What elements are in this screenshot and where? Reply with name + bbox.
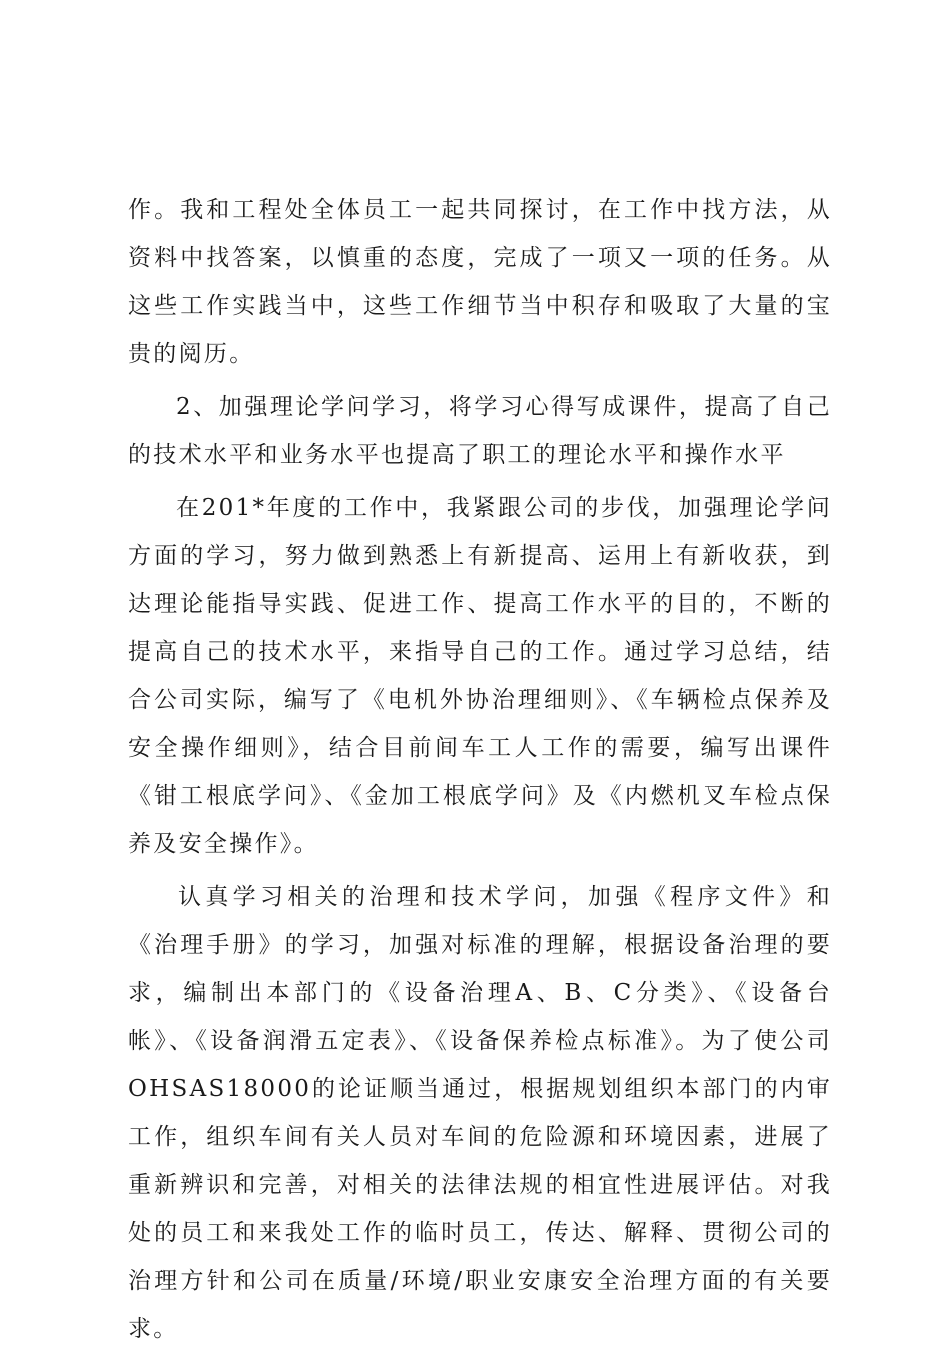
paragraph-continuation: 作。我和工程处全体员工一起共同探讨，在工作中找方法，从资料中找答案，以慎重的态度，完成了一项又一项的任务。从这些工作实践当中，这些工作细节当中积存和吸取了大量的宝贵的阅历。 <box>128 197 832 367</box>
document-body <box>128 186 832 1353</box>
paragraph-theory-study: 在201*年度的工作中，我紧跟公司的步伐，加强理论学问方面的学习，努力做到熟悉上有新提高、运用上有新收获，到达理论能指导实践、促进工作、提高工作水平的目的，不断的提高自己的技术水平，来指导自己的工作。通过学习总结，结合公司实际，编写了《电机外协治理细则》、《车辆检点保养及安全操作细则》，结合目前间车工人工作的需要，编写出课件《钳工根底学问》、《金加工根底学问》及《内燃机叉车检点保养及安全操作》。 <box>128 495 832 857</box>
paragraph-management-study: 认真学习相关的治理和技术学问，加强《程序文件》和《治理手册》的学习，加强对标准的理解，根据设备治理的要求，编制出本部门的《设备治理A、B、C分类》、《设备台帐》、《设备润滑五定表》、《设备保养检点标准》。为了使公司OHSAS18000的论证顺当通过，根据规划组织本部门的内审工作，组织车间有关人员对车间的危险源和环境因素，进展了重新辨识和完善，对相关的法律法规的相宜性进展评估。对我处的员工和来我处工作的临时员工，传达、解释、贯彻公司的治理方针和公司在质量/环境/职业安康安全治理方面的有关要求。 <box>128 884 832 1342</box>
paragraph-section-heading: 2、加强理论学问学习，将学习心得写成课件，提高了自己的技术水平和业务水平也提高了职工的理论水平和操作水平 <box>128 394 832 468</box>
